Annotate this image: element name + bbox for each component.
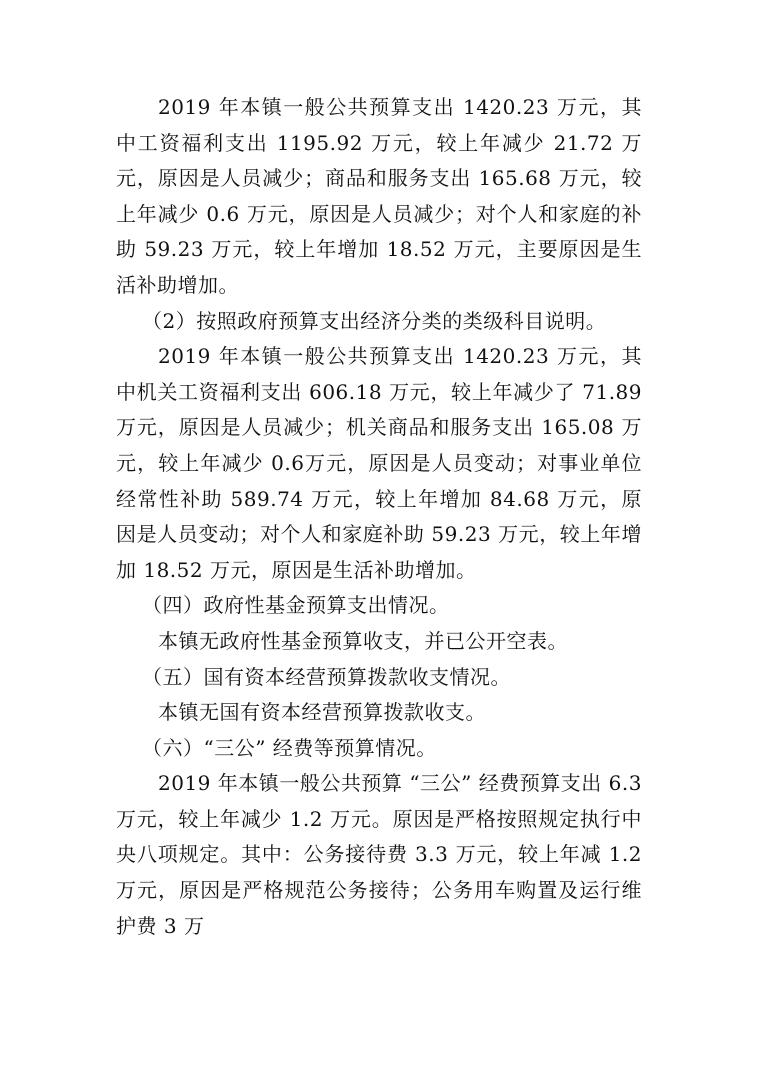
paragraph-economic-classification-detail: 2019 年本镇一般公共预算支出 1420.23 万元，其中机关工资福利支出 606.18 万元，较上年减少了 71.89 万元，原因是人员减少；机关商品和服务支出 165.08 万元，较上年减少 0.6万元，原因是人员变动；对事业单位经常性补助 589.74 万元，较上年增加 84.68 万元，原因是人员变动；对个人和家庭补助 59.23 万元，较上年增加 18.52 万元，原因是生活补助增加。 [116,344,642,582]
paragraph-general-budget-expenditure: 2019 年本镇一般公共预算支出 1420.23 万元，其中工资福利支出 1195.92 万元，较上年减少 21.72 万元，原因是人员减少；商品和服务支出 165.68 万元，较上年减少 0.6 万元，原因是人员减少；对个人和家庭的补助 59.23 万元，较上年增加 18.52 万元，主要原因是生活补助增加。 [116,95,642,297]
paragraph-state-capital: 本镇无国有资本经营预算拨款收支。 [158,700,486,725]
section-heading-three-public-expenses: （六）“三公” 经费等预算情况。 [142,735,437,760]
section-heading-government-fund: （四）政府性基金预算支出情况。 [142,593,450,618]
paragraph-three-public-expenses: 2019 年本镇一般公共预算 “三公” 经费预算支出 6.3 万元，较上年减少 1.2 万元。原因是严格按照规定执行中央八项规定。其中：公务接待费 3.3 万元，较上年减 1.2 万元，原因是严格规范公务接待；公务用车购置及运行维护费 3 万 [116,771,642,938]
paragraph-government-fund: 本镇无政府性基金预算收支，并已公开空表。 [158,628,568,653]
section-heading-economic-classification: （2）按照政府预算支出经济分类的类级科目说明。 [142,308,607,333]
section-heading-state-capital: （五）国有资本经营预算拨款收支情况。 [142,664,511,689]
